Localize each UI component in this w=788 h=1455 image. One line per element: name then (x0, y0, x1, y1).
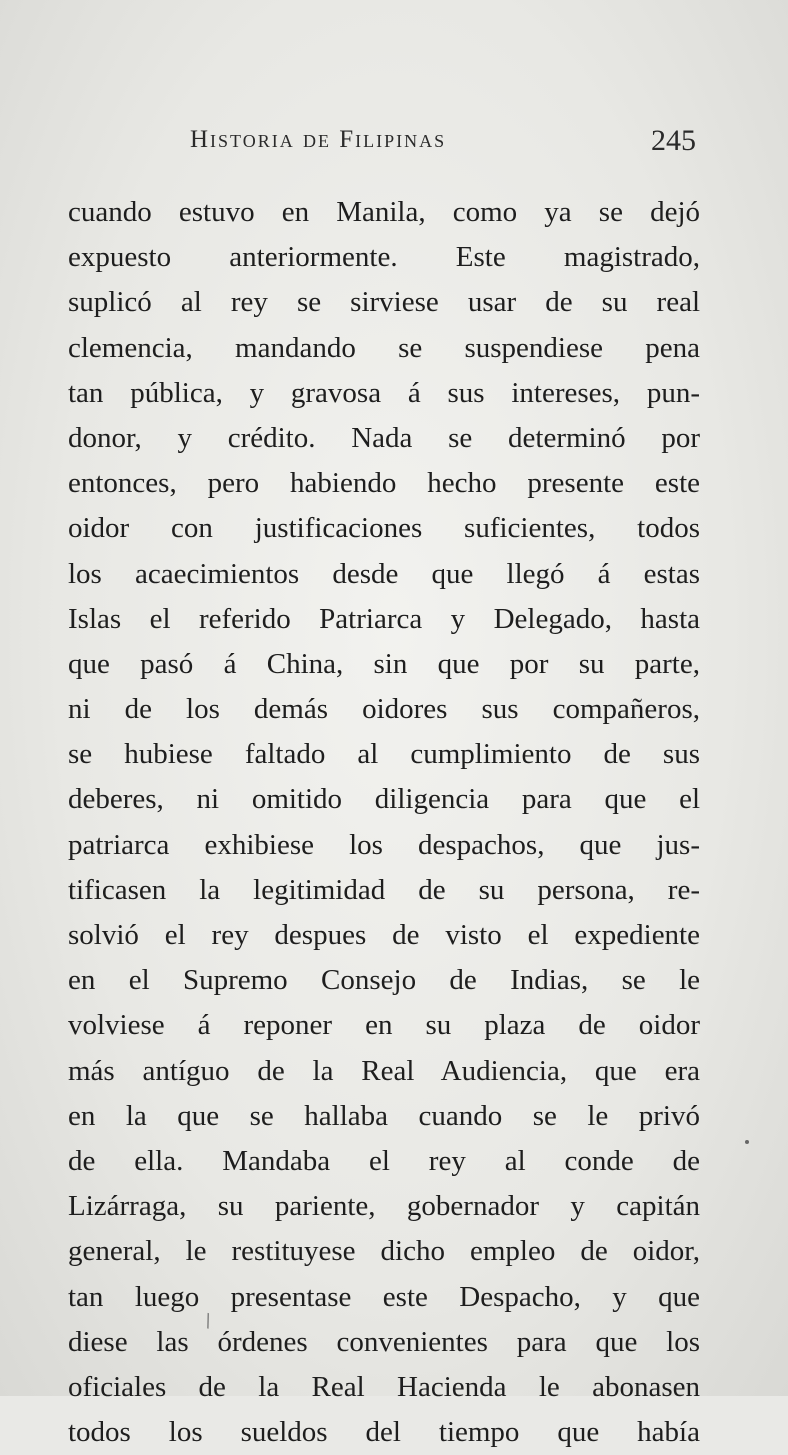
text-line: en el Supremo Consejo de Indias, se le (68, 964, 700, 997)
text-line: expuesto anteriormente. Este magistrado, (68, 241, 700, 274)
text-line: solvió el rey despues de visto el expediente (68, 919, 700, 951)
text-line: de ella. Mandaba el rey al conde de (68, 1144, 700, 1177)
page-number: 245 (651, 124, 696, 157)
text-line: clemencia, mandando se suspendiese pena (68, 331, 700, 364)
page-header (70, 122, 700, 162)
text-line: que pasó á China, sin que por su parte, (68, 647, 700, 680)
paper-speck (745, 1140, 749, 1144)
text-line: tificasen la legitimidad de su persona, re- (68, 873, 700, 906)
text-line: volviese á reponer en su plaza de oidor (68, 1009, 700, 1042)
text-line: Lizárraga, su pariente, gobernador y capitán (68, 1190, 700, 1223)
running-title: Historia de Filipinas (190, 126, 447, 153)
text-line: tan pública, y gravosa á sus intereses, pun- (68, 376, 700, 409)
text-line: todos los sueldos del tiempo que había (68, 1416, 700, 1449)
text-line: suplicó al rey se sirviese usar de su real (68, 286, 700, 319)
text-line: tan luego presentase este Despacho, y que (68, 1280, 700, 1313)
text-line: oidor con justificaciones suficientes, todos (68, 512, 700, 545)
text-line: oficiales de la Real Hacienda le abonasen (68, 1370, 700, 1403)
text-line: donor, y crédito. Nada se determinó por (68, 421, 700, 454)
text-line: se hubiese faltado al cumplimiento de sus (68, 738, 700, 771)
text-line: deberes, ni omitido diligencia para que el (68, 783, 700, 816)
text-line: más antíguo de la Real Audiencia, que era (68, 1054, 700, 1087)
text-line: Islas el referido Patriarca y Delegado, hasta (68, 602, 700, 635)
ink-mark: \ (201, 1307, 216, 1334)
text-line: ni de los demás oidores sus compañeros, (68, 693, 700, 726)
text-line: patriarca exhibiese los despachos, que jus- (68, 828, 700, 861)
text-line: entonces, pero habiendo hecho presente este (68, 467, 700, 500)
text-line: en la que se hallaba cuando se le privó (68, 1099, 700, 1132)
text-line: diese las órdenes convenientes para que los (68, 1325, 700, 1358)
body-text (68, 190, 700, 1455)
text-line: los acaecimientos desde que llegó á estas (68, 557, 700, 590)
text-line: cuando estuvo en Manila, como ya se dejó (68, 196, 700, 228)
text-line: general, le restituyese dicho empleo de oidor, (68, 1235, 700, 1268)
